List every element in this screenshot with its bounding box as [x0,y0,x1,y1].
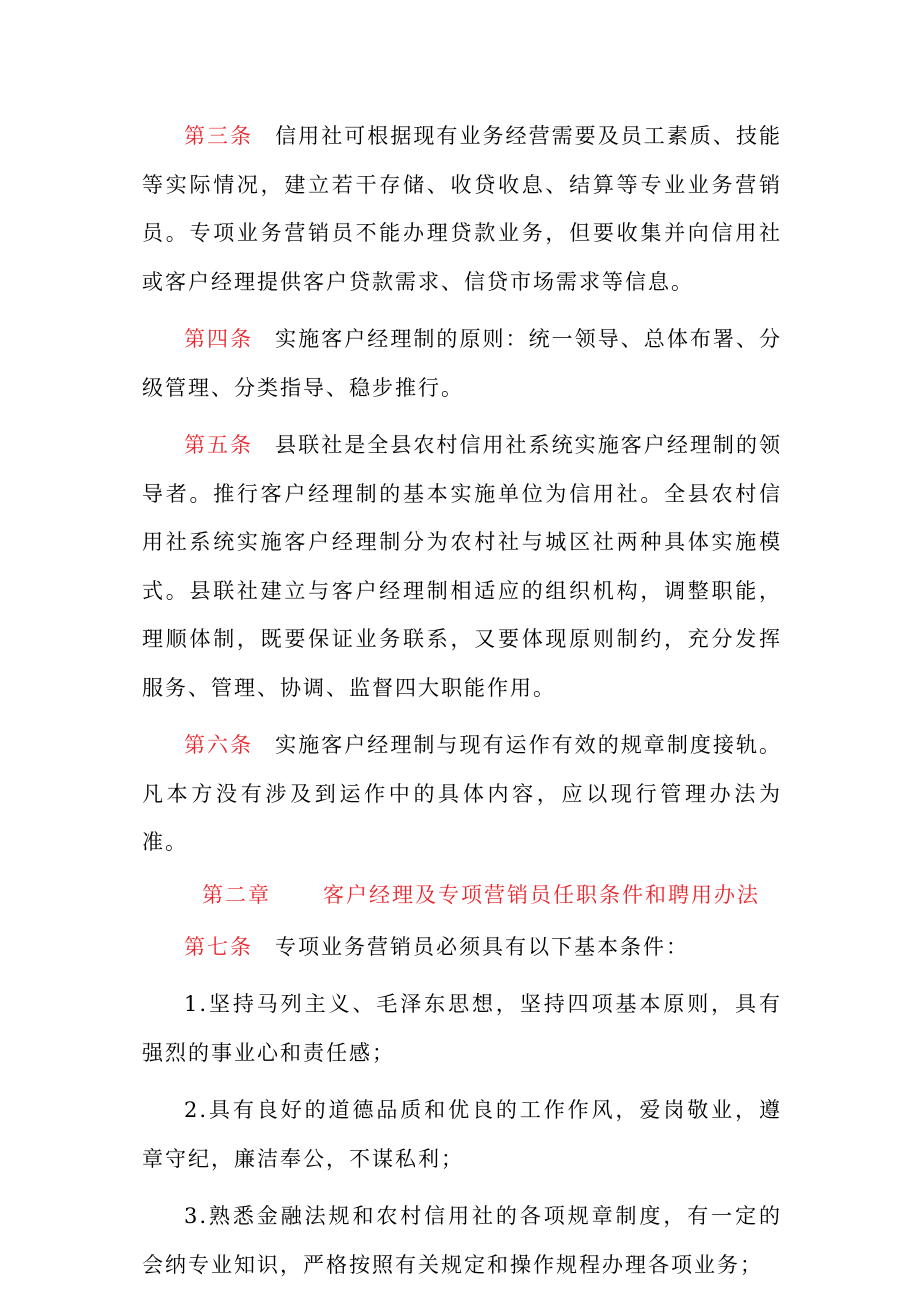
list-item: 3.熟悉金融法规和农村信用社的各项规章制度，有一定的会纳专业知识，严格按照有关规定和操作规程办理各项业务； [142,1204,782,1277]
article-text: 县联社是全县农村信用社系统实施客户经理制的领导者。推行客户经理制的基本实施单位为信用社。全县农村信用社系统实施客户经理制分为农村社与城区社两种具体实施模式。县联社建立与客户经理制相适应的组织机构，调整职能，理顺体制，既要保证业务联系，又要体现原则制约，充分发挥服务、管理、协调、监督四大职能作用。 [142,433,782,700]
article-7 [142,923,782,972]
article-text: 实施客户经理制的原则：统一领导、总体布署、分级管理、分类指导、稳步推行。 [142,327,782,400]
article-4 [142,315,782,412]
article-label: 第六条 [184,733,254,757]
document-page [142,112,782,1289]
list-item: 2.具有良好的道德品质和优良的工作作风，爱岗敬业，遵章守纪，廉洁奉公，不谋私利； [142,1098,782,1171]
article-label: 第三条 [184,124,254,148]
article-text: 实施客户经理制与现有运作有效的规章制度接轨。凡本方没有涉及到运作中的具体内容，应以现行管理办法为准。 [142,733,782,854]
list-item: 1.坚持马列主义、毛泽东思想，坚持四项基本原则，具有强烈的事业心和责任感； [142,992,782,1065]
chapter-title: 客户经理及专项营销员任职条件和聘用办法 [323,882,760,907]
article-label: 第五条 [184,433,254,457]
chapter-label: 第二章 [202,882,271,907]
article-text: 信用社可根据现有业务经营需要及员工素质、技能等实际情况，建立若干存储、收贷收息、结算等专业业务营销员。专项业务营销员不能办理贷款业务，但要收集并向信用社或客户经理提供客户贷款需求、信贷市场需求等信息。 [142,124,782,294]
chapter-heading [142,871,782,919]
article-5 [142,421,782,712]
article-text: 专项业务营销员必须具有以下基本条件： [275,934,689,959]
article-label: 第四条 [184,327,254,351]
article-3 [142,112,782,306]
article-6 [142,721,782,867]
article-label: 第七条 [184,934,253,959]
